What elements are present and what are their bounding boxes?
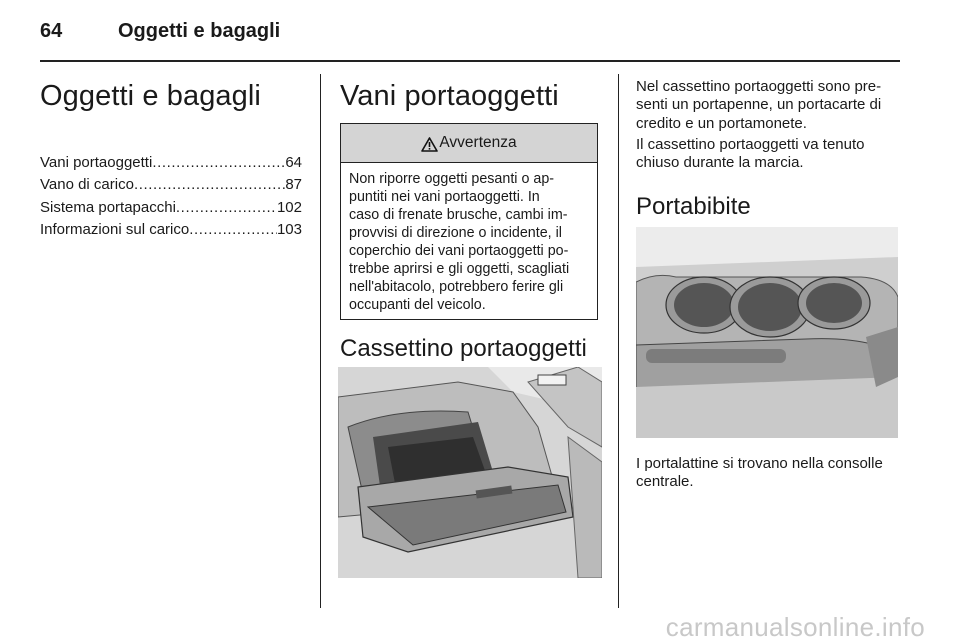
toc-entry-label: Sistema portapacchi (40, 198, 176, 216)
toc-entry-page: 102 (276, 198, 302, 216)
toc-entry[interactable] (40, 174, 302, 196)
column-divider-right (618, 74, 619, 608)
toc-leader-dots (189, 219, 277, 241)
warning-line: coperchio dei vani portaoggetti po- (349, 243, 569, 259)
warning-box (340, 123, 598, 320)
warning-title: Avvertenza (439, 134, 517, 151)
warning-text (341, 163, 597, 314)
text-line: Nel cassettino portaoggetti sono pre- (636, 78, 882, 95)
cupholder-illustration (636, 227, 898, 438)
watermark: carmanualsonline.info (665, 612, 925, 642)
warning-line: caso di frenate brusche, cambi im- (349, 207, 568, 223)
toc-entry[interactable] (40, 152, 302, 174)
column-divider-left (320, 74, 321, 608)
warning-line: occupanti del veicolo. (349, 297, 486, 313)
page-number: 64 (40, 20, 63, 42)
warning-triangle-icon (421, 137, 438, 152)
warning-line: puntiti nei vani portaoggetti. In (349, 189, 540, 205)
glovebox-illustration (338, 367, 602, 578)
section-title-cassettino: Cassettino portaoggetti (340, 335, 587, 362)
toc-entry-label: Informazioni sul carico (40, 220, 190, 238)
warning-line: nell'abitacolo, potrebbero ferire gli (349, 279, 564, 295)
text-line: credito e un portamonete. (636, 114, 807, 132)
toc-entry-label: Vano di carico (40, 176, 134, 194)
text-line: senti un portapenne, un portacarte di (636, 96, 882, 114)
toc-entry[interactable] (40, 197, 302, 219)
toc-entry-page: 103 (276, 220, 302, 238)
toc-leader-dots (152, 152, 285, 174)
warning-line: Non riporre oggetti pesanti o ap- (349, 171, 555, 187)
toc-leader-dots (134, 174, 285, 196)
table-of-contents (40, 152, 302, 241)
toc-leader-dots (176, 197, 277, 219)
section-title-vani: Vani portaoggetti (340, 80, 559, 112)
chapter-title: Oggetti e bagagli (40, 80, 261, 112)
section-title-portabibite: Portabibite (636, 193, 751, 220)
running-header-title: Oggetti e bagagli (118, 20, 281, 42)
text-line: centrale. (636, 473, 694, 491)
warning-line: provvisi di direzione o incidente, il (349, 225, 562, 241)
text-line: Il cassettino portaoggetti va tenuto (636, 136, 865, 153)
toc-entry-page: 87 (285, 176, 302, 194)
warning-header (341, 124, 597, 163)
text-line: chiuso durante la marcia. (636, 154, 804, 172)
warning-line: trebbe aprirsi e gli oggetti, scagliati (349, 261, 570, 277)
paragraph-cassettino-closed (636, 136, 864, 173)
text-line: I portalattine si trovano nella consolle (636, 455, 883, 472)
paragraph-portalattine (636, 455, 883, 492)
header-rule (40, 60, 900, 62)
paragraph-cassettino-contents (636, 78, 881, 133)
toc-entry-label: Vani portaoggetti (40, 154, 153, 171)
toc-entry[interactable] (40, 219, 302, 241)
toc-entry-page: 64 (285, 154, 302, 171)
